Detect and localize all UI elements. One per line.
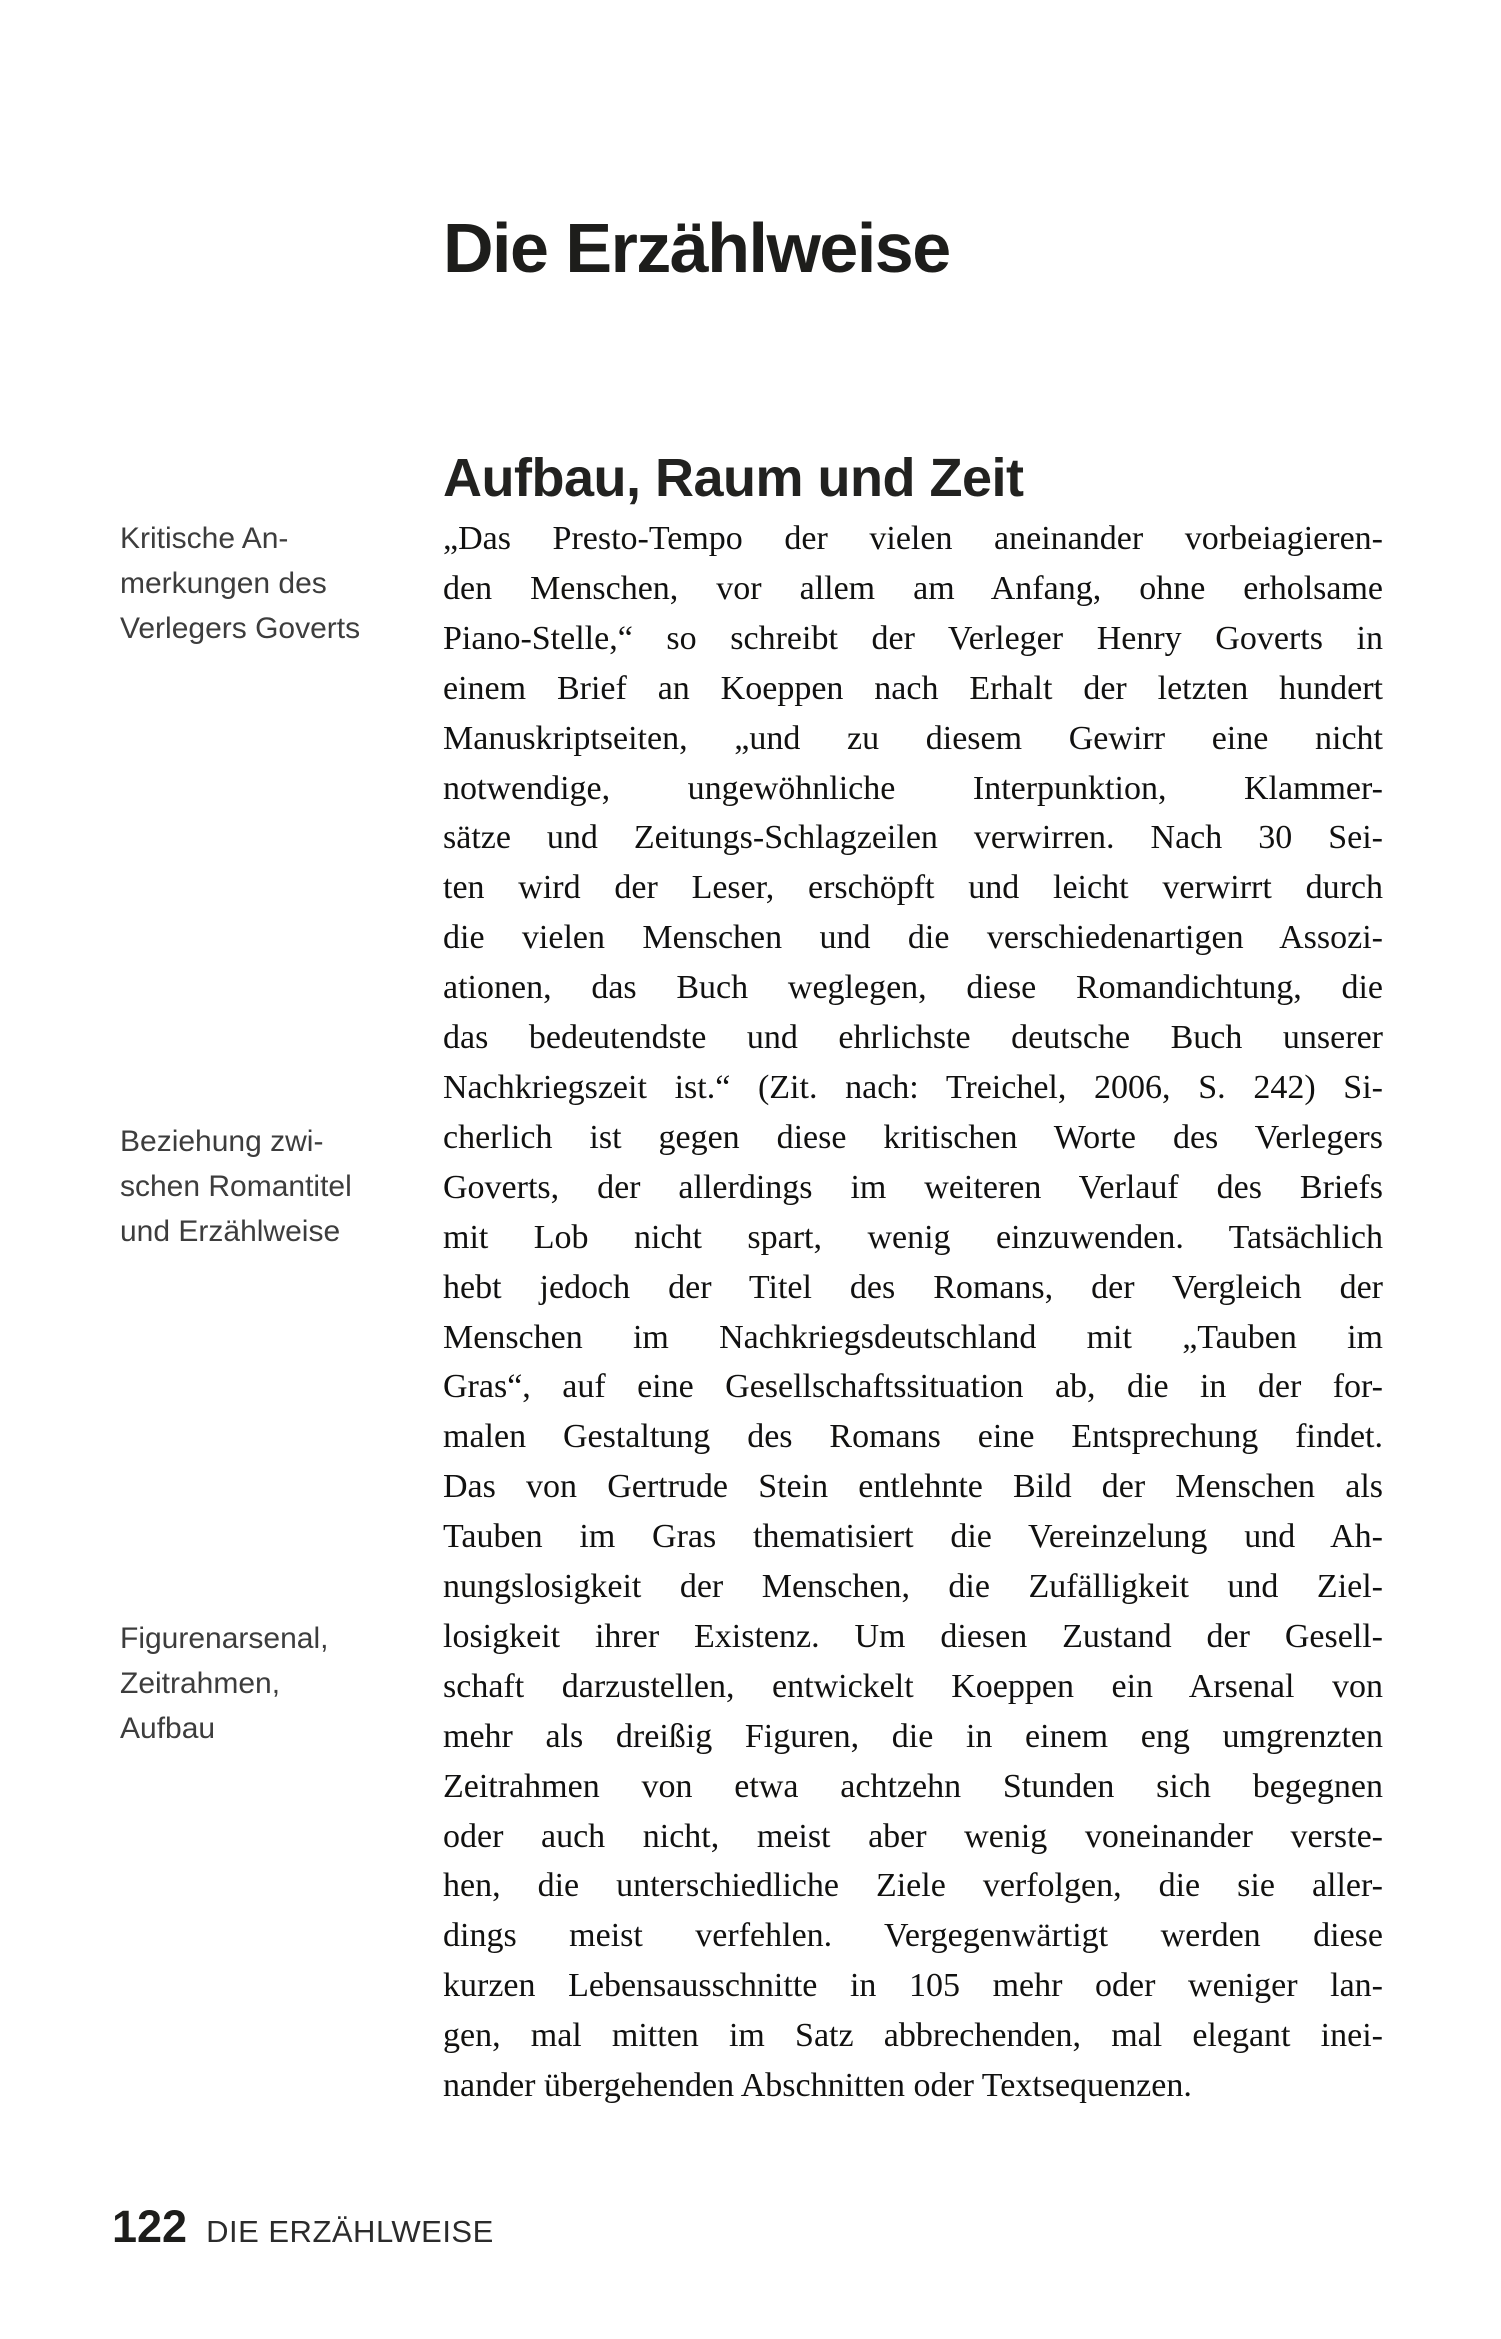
margin-note-line: und Erzählweise [120, 1215, 341, 1248]
body-text [443, 514, 1383, 2111]
body-text-line: die vielen Menschen und die verschiedenartigen Assozi- [443, 919, 1383, 957]
body-text-line: ationen, das Buch weglegen, diese Romandichtung, die [443, 969, 1383, 1007]
page-number: 122 [112, 2201, 188, 2252]
margin-note-line: schen Romantitel [120, 1170, 352, 1203]
body-text-line: hen, die unterschiedliche Ziele verfolgen, die sie aller- [443, 1867, 1383, 1905]
body-text-line: Manuskriptseiten, „und zu diesem Gewirr eine nicht [443, 719, 1383, 757]
margin-note-figurenarsenal [120, 1616, 430, 1751]
body-text-line: Zeitrahmen von etwa achtzehn Stunden sich begegnen [443, 1767, 1383, 1805]
margin-note-line: Kritische An- [120, 522, 289, 555]
body-text-line: nungslosigkeit der Menschen, die Zufälligkeit und Ziel- [443, 1568, 1383, 1606]
body-text-line: „Das Presto-Tempo der vielen aneinander vorbeiagieren- [443, 520, 1383, 557]
body-text-line: mehr als dreißig Figuren, die in einem eng umgrenzten [443, 1717, 1383, 1755]
body-text-line: gen, mal mitten im Satz abbrechenden, mal elegant inei- [443, 2017, 1383, 2055]
body-text-line: oder auch nicht, meist aber wenig voneinander verste- [443, 1817, 1383, 1855]
body-text-line: cherlich ist gegen diese kritischen Worte des Verlegers [443, 1118, 1383, 1156]
footer-chapter-title: DIE ERZÄHLWEISE [206, 2214, 494, 2249]
body-text-line: Das von Gertrude Stein entlehnte Bild der Menschen als [443, 1468, 1383, 1506]
margin-note-line: Aufbau [120, 1712, 216, 1745]
body-text-line: malen Gestaltung des Romans eine Entsprechung findet. [443, 1418, 1383, 1456]
body-text-line: dings meist verfehlen. Vergegenwärtigt werden diese [443, 1917, 1383, 1955]
body-text-line: Tauben im Gras thematisiert die Vereinzelung und Ah- [443, 1518, 1383, 1556]
body-text-line: nander übergehenden Abschnitten oder Textsequenzen. [443, 2067, 1192, 2105]
body-text-line: Goverts, der allerdings im weiteren Verlauf des Briefs [443, 1168, 1383, 1206]
body-text-line: ten wird der Leser, erschöpft und leicht verwirrt durch [443, 869, 1383, 907]
page-footer [112, 2201, 494, 2252]
body-text-line: hebt jedoch der Titel des Romans, der Vergleich der [443, 1268, 1383, 1306]
section-heading: Aufbau, Raum und Zeit [443, 447, 1024, 508]
body-text-line: das bedeutendste und ehrlichste deutsche Buch unserer [443, 1019, 1383, 1057]
chapter-title: Die Erzählweise [443, 208, 950, 287]
body-text-line: einem Brief an Koeppen nach Erhalt der letzten hundert [443, 669, 1383, 707]
body-text-line: sätze und Zeitungs-Schlagzeilen verwirren. Nach 30 Sei- [443, 819, 1383, 857]
margin-note-line: Verlegers Goverts [120, 612, 361, 645]
body-text-line: den Menschen, vor allem am Anfang, ohne erholsame [443, 569, 1383, 607]
body-text-line: mit Lob nicht spart, wenig einzuwenden. Tatsächlich [443, 1218, 1383, 1256]
margin-note-beziehung-romantitel [120, 1119, 430, 1254]
body-text-line: Nachkriegszeit ist.“ (Zit. nach: Treichel, 2006, S. 242) Si- [443, 1068, 1383, 1106]
margin-note-line: Figurenarsenal, [120, 1622, 329, 1655]
body-text-line: losigkeit ihrer Existenz. Um diesen Zustand der Gesell- [443, 1617, 1383, 1655]
body-text-line: Menschen im Nachkriegsdeutschland mit „Tauben im [443, 1318, 1383, 1356]
body-text-line: kurzen Lebensausschnitte in 105 mehr oder weniger lan- [443, 1967, 1383, 2005]
margin-note-line: Beziehung zwi- [120, 1125, 324, 1158]
body-text-line: Gras“, auf eine Gesellschaftssituation ab, die in der for- [443, 1368, 1383, 1406]
body-text-line: notwendige, ungewöhnliche Interpunktion, Klammer- [443, 769, 1383, 807]
margin-note-line: Zeitrahmen, [120, 1667, 281, 1700]
body-text-line: Piano-Stelle,“ so schreibt der Verleger Henry Goverts in [443, 619, 1383, 657]
margin-note-kritische-anmerkungen [120, 516, 430, 651]
body-text-line: schaft darzustellen, entwickelt Koeppen ein Arsenal von [443, 1667, 1383, 1705]
margin-note-line: merkungen des [120, 567, 327, 600]
